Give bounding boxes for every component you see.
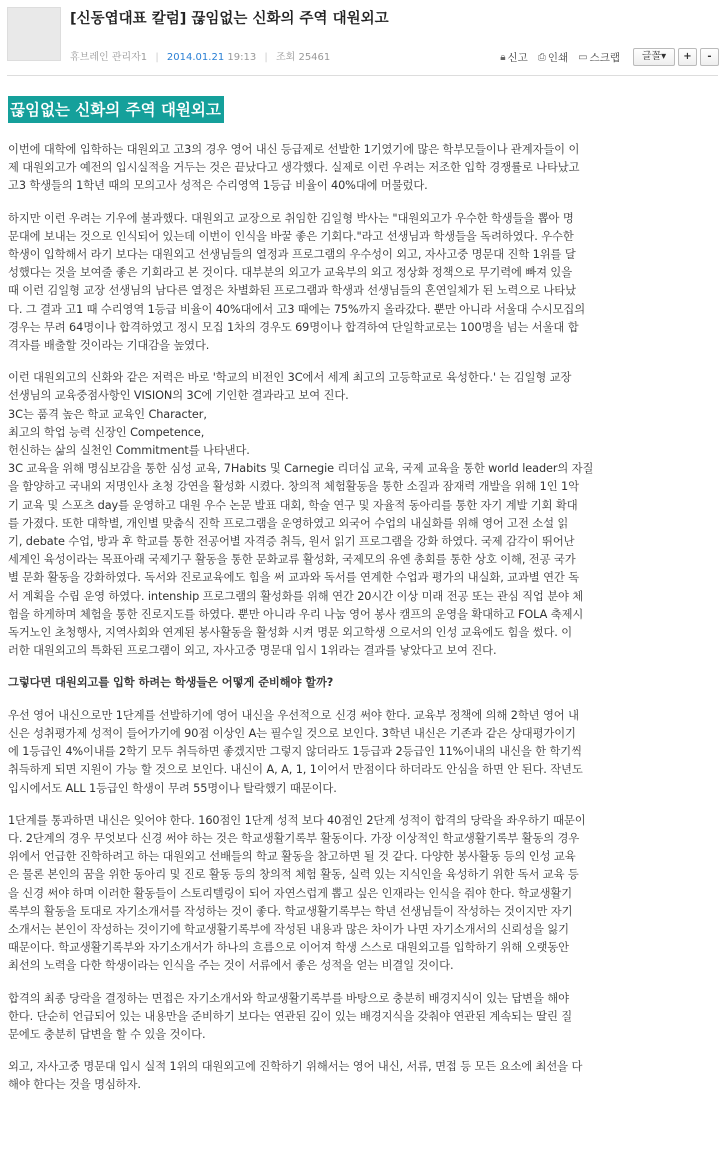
- font-decrease-button[interactable]: -: [700, 48, 719, 66]
- paragraph-line: 헌신하는 삶의 실천인 Commitment를 나타낸다.: [8, 444, 250, 458]
- paragraph-line: 독거노인 초청행사, 지역사회와 연계된 봉사활동을 활성화 시켜 명문 외고학생 으로서의 인성 교육에도 힘을 썼다. 이: [8, 626, 573, 640]
- report-button[interactable]: [500, 50, 528, 65]
- paragraph-line: 1단계를 통과하면 내신은 잊어야 한다. 160점인 1단계 성적 보다 40점인 2단계 성적이 합격의 당락을 좌우하기 때문이: [8, 813, 586, 827]
- paragraph-line: 신은 성취평가제 성적이 들어가기에 90점 이상인 A는 필수일 것으로 보인다. 3학년 내신은 기존과 같은 상대평가이기: [8, 726, 576, 740]
- paragraph-line: 하지만 이런 우려는 기우에 불과했다. 대원외고 교장으로 취임한 김일형 박사는 "대원외고가 우수한 학생들을 뽑아 명: [8, 211, 574, 225]
- paragraph-line: 격자를 배출할 것이라는 기대감을 높였다.: [8, 339, 210, 353]
- article-heading: 끊임없는 신화의 주역 대원외고: [8, 96, 224, 123]
- paragraph-line: 이런 대원외고의 신화와 같은 저력은 바로 '학교의 비전인 3C에서 세계 최고의 고등학교로 육성한다.' 는 김일형 교장: [8, 371, 572, 385]
- paragraph-line: 기, debate 수업, 방과 후 학교를 통한 전공어별 자격증 취득, 원서 읽기 프로그램을 강화 하였다. 국제 감각이 뛰어난: [8, 535, 575, 549]
- paragraph-line: 입시에서도 ALL 1등급인 학생이 무려 55명이나 탈락했기 때문이다.: [8, 781, 337, 795]
- article-paragraph: [8, 812, 718, 976]
- paragraph-line: 이번에 대학에 입학하는 대원외고 고3의 경우 영어 내신 등급제로 선발한 1기였기에 많은 학부모들이나 관계자들이 이: [8, 143, 580, 156]
- paragraph-line: 위에서 언급한 진학하려고 하는 대원외고 선배들의 학교 활동을 참고하면 될 것 같다. 다양한 봉사활동 등의 인성 교육: [8, 850, 576, 864]
- avatar[interactable]: [7, 7, 61, 61]
- article-paragraph: [8, 369, 718, 660]
- paragraph-line: 취득하게 되면 지원이 가능 할 것으로 보인다. 내신이 A, A, 1, 1이어서 만점이다 하더라도 안심을 하면 안 된다. 작년도: [8, 763, 583, 777]
- paragraph-line: 선생님의 교육중점사항인 VISION의 3C에 기인한 결과라고 보여 진다.: [8, 389, 349, 403]
- paragraph-line: 외고, 자사고중 명문대 입시 실적 1위의 대원외고에 진학하기 위해서는 영어 내신, 서류, 면접 등 모든 요소에 최선을 다: [8, 1060, 583, 1074]
- print-button[interactable]: [538, 50, 568, 65]
- paragraph-line: 한다. 단순히 언급되어 있는 내용만을 준비하기 보다는 연관된 깊이 있는 배경지식을 갖춰야 연관된 계속되는 딸린 질: [8, 1009, 573, 1023]
- paragraph-line: 최고의 학업 능력 신장인 Competence,: [8, 425, 205, 439]
- paragraph-line: 소개서는 본인이 작성하는 것이기에 학교생활기록부에 작성된 내용과 많은 차이가 나면 자기소개서의 신뢰성을 잃기: [8, 922, 569, 936]
- paragraph-line: 해야 한다는 것을 명심하자.: [8, 1078, 141, 1092]
- chevron-down-icon: ▾: [661, 51, 667, 62]
- scrap-icon: ▭: [578, 51, 588, 63]
- paragraph-line: 러한 대원외고의 특화된 프로그램이 외고, 자사고중 명문대 입시 1위라는 결과를 낳았다고 보여 진다.: [8, 644, 497, 658]
- scrap-label: 스크랩: [589, 51, 620, 64]
- paragraph-line: 문에도 충분히 답변을 할 수 있을 것이다.: [8, 1027, 206, 1041]
- paragraph-line: 다. 그 결과 고1 때 수리영역 1등급 비율이 40%대에서 고3 때에는 75%까지 올라갔다. 뿐만 아니라 서울대 수시모집의: [8, 302, 586, 316]
- paragraph-line: 학생이 입학해서 라기 보다는 대원외고 선생님들의 열정과 프로그램의 우수성이 외고, 자사고중 명문대 진학 1위를 달: [8, 248, 576, 262]
- paragraph-line: 록부의 활동을 토대로 자기소개서를 작성하는 것이 좋다. 학교생활기록부는 학년 선생님들이 작성하는 것이지만 자기: [8, 904, 573, 918]
- post-header: [0, 0, 725, 76]
- printer-icon: ⎙: [537, 51, 546, 63]
- paragraph-line: 서 계획을 수립 운영 하였다. intenship 프로그램의 활성화를 위해 연간 20시간 이상 미래 전공 또는 관심 직업 분야 체: [8, 589, 584, 603]
- paragraph-line: 경우는 무려 64명이나 합격하였고 정시 모집 1차의 경우도 69명이나 합격하여 단일학교로는 100명을 넘는 서울대 합: [8, 320, 579, 334]
- scrap-button[interactable]: [578, 50, 620, 65]
- font-select-label: 글꼴: [641, 51, 662, 62]
- article-paragraphs: [8, 141, 718, 1095]
- paragraph-line: 를 가졌다. 또한 대학별, 개인별 맞춤식 진학 프로그램을 운영하였고 외국어 수업의 내실화를 위해 영어 고전 소설 읽: [8, 516, 569, 530]
- post-time: 19:13: [227, 52, 257, 63]
- paragraph-line: 3C 교육을 위해 명심보감을 통한 심성 교육, 7Habits 및 Carnegie 리더십 교육, 국제 교육을 통한 world leader의 자질: [8, 462, 594, 476]
- paragraph-line: 최선의 노력을 다한 학생이라는 인식을 주는 것이 서류에서 좋은 성적을 얻는 비결일 것이다.: [8, 959, 454, 973]
- paragraph-line: 성했다는 것을 보여줄 좋은 기회라고 본 것이다. 대부분의 외고가 교육부의 외고 정상화 정책으로 무기력에 빠져 있을: [8, 266, 573, 280]
- meta-separator: |: [264, 52, 268, 63]
- paragraph-line: 고3 학생들의 1학년 때의 모의고사 성적은 수리영역 1등급 비율이 40%대에 머물렀다.: [8, 179, 428, 193]
- paragraph-line: 세계인 육성이라는 목표아래 국제기구 활동을 통한 문화교류 활성화, 국제모의 유엔 총회를 통한 상호 이해, 전공 국가: [8, 553, 576, 567]
- paragraph-line: 때문이다. 학교생활기록부와 자기소개서가 하나의 흐름으로 이어져 학생 스스로 대원외고를 입학하기 위해 오랫동안: [8, 941, 569, 955]
- paragraph-line: 별 문화 활동을 강화하였다. 독서와 진로교육에도 힘을 써 교과와 독서를 연계한 수업과 평가의 내실화, 교과별 연간 독: [8, 571, 580, 585]
- report-label: 신고: [507, 51, 528, 64]
- paragraph-line: 을 신경 써야 하며 이러한 활동들이 스토리텔링이 되어 자연스럽게 뽑고 싶은 인재라는 인식을 줘야 한다. 학교생활기: [8, 886, 573, 900]
- paragraph-line: 때 이런 김일형 교장 선생님의 남다른 열정은 차별화된 프로그램과 학생과 선생님들의 혼연일체가 된 노력으로 나타났: [8, 284, 576, 298]
- article-paragraph: [8, 990, 718, 1045]
- post-meta: [70, 48, 330, 63]
- section-heading: [8, 674, 718, 692]
- article-paragraph: [8, 707, 718, 798]
- font-select-button[interactable]: [633, 48, 675, 66]
- font-increase-button[interactable]: +: [678, 48, 697, 66]
- paragraph-line: 다. 2단계의 경우 무엇보다 신경 써야 하는 것은 학교생활기록부 활동이다. 가장 이상적인 학교생활기록부 활동의 경우: [8, 831, 580, 845]
- article-paragraph: [8, 1058, 718, 1094]
- post-title: [신동엽대표 칼럼] 끊임없는 신화의 주역 대원외고: [70, 11, 389, 27]
- header-divider: [7, 75, 718, 76]
- meta-separator: |: [155, 52, 159, 63]
- lock-icon: 🔒︎: [500, 51, 506, 63]
- paragraph-line: 험을 하게하며 체험을 통한 진로지도를 하였다. 뿐만 아니라 우리 나눔 영어 봉사 캠프의 운영을 확대하고 FOLA 축제시: [8, 607, 584, 621]
- article-paragraph: [8, 210, 718, 356]
- print-label: 인쇄: [547, 51, 569, 64]
- paragraph-line: 3C는 품격 높은 학교 교육인 Character,: [8, 407, 207, 421]
- post-date: 2014.01.21: [166, 52, 225, 63]
- paragraph-line: 은 물론 본인의 꿈을 위한 동아리 및 진로 활동 등의 창의적 체험 활동, 실력 있는 지식인을 육성하기 위한 독서 교육 등: [8, 868, 579, 882]
- paragraph-line: 합격의 최종 당락을 결정하는 면접은 자기소개서와 학교생활기록부를 바탕으로 충분히 배경지식이 있는 답변을 해야: [8, 991, 569, 1005]
- paragraph-line: 우선 영어 내신으로만 1단계를 선발하기에 영어 내신을 우선적으로 신경 써야 한다. 교육부 정책에 의해 2학년 영어 내: [8, 708, 579, 722]
- paragraph-line: 에 1등급인 4%이내를 2학기 모두 취득하면 좋겠지만 그렇지 않더라도 1등급과 2등급인 11%이내의 내신을 한 학기씩: [8, 745, 582, 759]
- paragraph-line: 제 대원외고가 예전의 입시실적을 거두는 것은 끝났다고 생각했다. 실제로 이런 우려는 저조한 입학 경쟁률로 나타났고: [8, 161, 580, 175]
- article-paragraph: [8, 141, 718, 196]
- view-count: 조회 25461: [275, 52, 331, 63]
- paragraph-line: 그렇다면 대원외고를 입학 하려는 학생들은 어떻게 준비해야 할까?: [8, 676, 334, 690]
- paragraph-line: 을 함양하고 국내외 저명인사 초청 강연을 활성화 시켰다. 창의적 체험활동을 통한 소질과 잠재력 개발을 위해 1인 1악: [8, 480, 579, 494]
- article-body: [0, 76, 718, 1095]
- paragraph-line: 기 교육 및 스포츠 day를 운영하고 대원 우수 논문 발표 대회, 학술 연구 및 자율적 동아리를 통한 자기 계발 기회 확대: [8, 498, 578, 512]
- post-toolbar: [500, 47, 719, 67]
- paragraph-line: 문대에 보내는 것으로 인식되어 있는데 이번이 인식을 바꿀 좋은 기회다."라고 선생님과 학생들을 독려하였다. 우수한: [8, 229, 574, 243]
- author-name[interactable]: 휴브레인 관리자1: [70, 52, 148, 63]
